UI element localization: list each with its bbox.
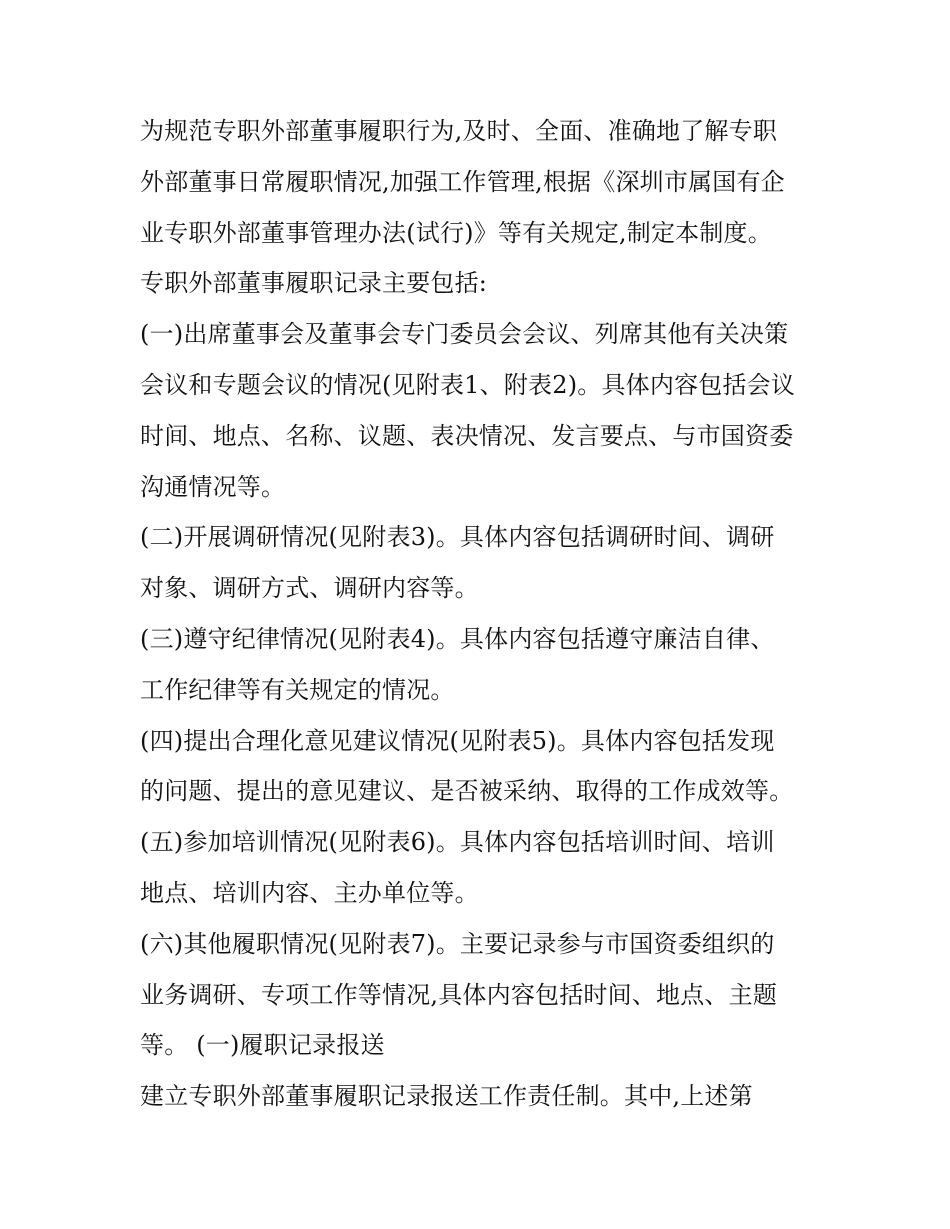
text-line-12: 工作纪律等有关规定的情况。: [140, 675, 455, 704]
text-line-9: (二)开展调研情况(见附表3)。具体内容包括调研时间、调研: [140, 523, 775, 552]
text-line-3: 业专职外部董事管理办法(试行)》等有关规定,制定本制度。: [140, 218, 772, 247]
text-line-18: 业务调研、专项工作等情况,具体内容包括时间、地点、主题: [140, 980, 778, 1009]
text-line-5: (一)出席董事会及董事会专门委员会会议、列席其他有关决策: [140, 320, 789, 349]
text-line-4: 专职外部董事履职记录主要包括:: [140, 269, 488, 298]
text-line-8: 沟通情况等。: [140, 472, 286, 501]
text-line-14: 的问题、提出的意见建议、是否被采纳、取得的工作成效等。: [140, 777, 794, 806]
text-line-20: 建立专职外部董事履职记录报送工作责任制。其中,上述第: [140, 1082, 753, 1111]
text-line-13: (四)提出合理化意见建议情况(见附表5)。具体内容包括发现: [140, 726, 775, 755]
text-line-16: 地点、培训内容、主办单位等。: [140, 878, 479, 907]
text-line-10: 对象、调研方式、调研内容等。: [140, 574, 479, 603]
text-line-2: 外部董事日常履职情况,加强工作管理,根据《深圳市属国有企: [140, 167, 785, 196]
text-line-1: 为规范专职外部董事履职行为,及时、全面、准确地了解专职: [140, 117, 778, 145]
text-line-11: (三)遵守纪律情况(见附表4)。具体内容包括遵守廉洁自律、: [140, 624, 775, 653]
text-line-15: (五)参加培训情况(见附表6)。具体内容包括培训时间、培训: [140, 828, 775, 857]
text-line-7: 时间、地点、名称、议题、表决情况、发言要点、与市国资委: [140, 421, 794, 450]
text-line-19: 等。 (一)履职记录报送: [140, 1031, 385, 1060]
text-line-6: 会议和专题会议的情况(见附表1、附表2)。具体内容包括会议: [140, 370, 796, 399]
text-line-17: (六)其他履职情况(见附表7)。主要记录参与市国资委组织的: [140, 929, 775, 958]
body-text: [140, 106, 830, 1122]
